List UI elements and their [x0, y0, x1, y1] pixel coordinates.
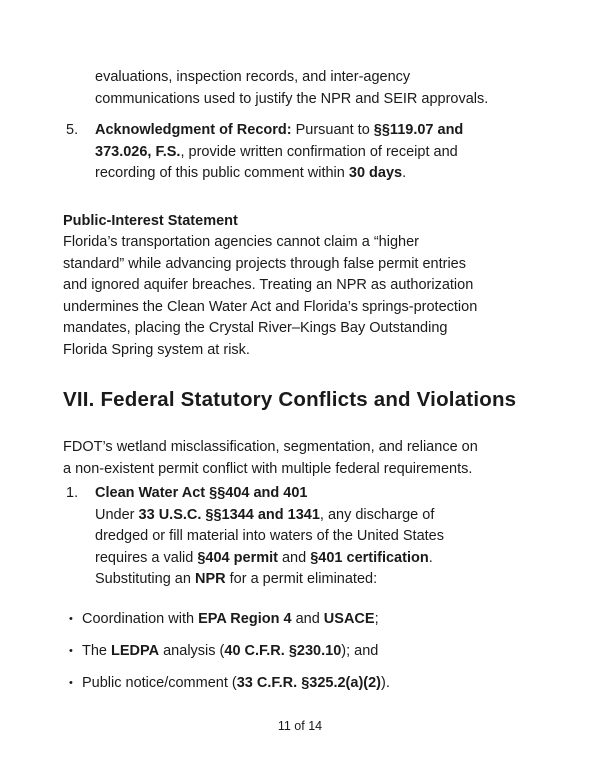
text: mandates, placing the Crystal River–Kings Bay Outstanding — [63, 320, 448, 336]
text: and — [277, 549, 311, 566]
text: ). — [381, 674, 390, 691]
bold-text: 40 C.F.R. §230.10 — [224, 642, 342, 659]
text-line — [63, 275, 600, 297]
text-line — [63, 297, 600, 319]
bold-text: §401 certification — [310, 549, 429, 566]
text: ; — [374, 610, 379, 627]
text: communications used to justify the NPR and SEIR approvals. — [95, 90, 489, 107]
list-item-1-clean-water-act — [66, 483, 600, 591]
text-line — [95, 548, 444, 570]
text-line — [82, 673, 390, 695]
bullet-icon: • — [69, 644, 73, 657]
text: and — [291, 610, 324, 627]
list-item-body — [95, 120, 463, 185]
text-line — [95, 526, 444, 548]
text-line — [95, 120, 463, 142]
text-line — [63, 437, 600, 459]
bullet-item — [69, 641, 600, 663]
text-line — [95, 569, 444, 591]
bold-text: 33 C.F.R. §325.2(a)(2) — [236, 674, 381, 691]
text: Substituting an — [95, 571, 195, 587]
text: ); and — [341, 642, 379, 659]
heading-line — [63, 385, 600, 414]
text: Florida’s transportation agencies cannot claim a “higher — [63, 234, 419, 250]
text-line — [63, 211, 600, 233]
text-line — [95, 67, 600, 89]
bullet-icon: • — [69, 612, 73, 625]
text: undermines the Clean Water Act and Florida’s springs-protection — [63, 298, 478, 315]
text-line — [63, 459, 600, 481]
bold-text: USACE — [323, 610, 375, 627]
bold-text: NPR — [194, 571, 226, 587]
text: standard” while advancing projects through false permit entries — [63, 255, 466, 272]
text-line — [95, 163, 463, 185]
text: dredged or fill material into waters of the United States — [95, 528, 444, 544]
bold-text: 33 U.S.C. §§1344 and 1341 — [138, 506, 320, 523]
list-item-4-continuation — [95, 67, 600, 110]
text: and ignored aquifer breaches. Treating an NPR as authorization — [63, 277, 474, 293]
text-line — [63, 318, 600, 340]
text: for a permit eliminated: — [225, 571, 378, 587]
text-line — [82, 641, 378, 663]
bold-text: 30 days — [348, 165, 403, 181]
text: recording of this public comment within — [95, 165, 349, 181]
bold-text: 373.026, F.S. — [95, 143, 181, 160]
text: Coordination with — [82, 610, 199, 627]
list-item-body — [95, 483, 444, 591]
text-line — [95, 142, 463, 164]
eliminated-requirements-list — [0, 609, 600, 695]
list-number: 5. — [66, 122, 79, 138]
bold-text: EPA Region 4 — [198, 610, 292, 627]
text: analysis ( — [159, 642, 225, 659]
list-item-5 — [66, 120, 600, 185]
text: . — [402, 165, 407, 181]
text: a non-existent permit conflict with multiple federal requirements. — [63, 460, 473, 477]
bullet-icon: • — [69, 676, 73, 689]
bold-text: VII. Federal Statutory Conflicts and Violations — [63, 388, 517, 411]
text: , provide written confirmation of receipt and — [180, 143, 458, 160]
text: Under — [95, 506, 139, 523]
text-line — [63, 232, 600, 254]
bold-text: Clean Water Act §§404 and 401 — [95, 485, 308, 501]
text-line — [63, 254, 600, 276]
text: Public notice/comment ( — [82, 674, 237, 691]
list-number: 1. — [66, 485, 79, 501]
text-line — [95, 505, 444, 527]
page-number: 11 of 14 — [277, 719, 323, 733]
text-line — [95, 483, 444, 505]
bullet-item — [69, 673, 600, 695]
bullet-item — [69, 609, 600, 631]
text-line — [95, 89, 600, 111]
text: FDOT’s wetland misclassification, segmentation, and reliance on — [63, 439, 478, 455]
bold-text: §404 permit — [197, 549, 278, 566]
text: , any discharge of — [319, 506, 435, 523]
bold-text: LEDPA — [111, 642, 160, 659]
text: requires a valid — [95, 549, 198, 566]
text-line — [82, 609, 379, 631]
bold-text: Public-Interest Statement — [63, 212, 238, 229]
text: Pursuant to — [291, 122, 374, 138]
text: . — [428, 549, 433, 566]
text: evaluations, inspection records, and inter-agency — [95, 69, 411, 85]
section-intro-paragraph — [63, 437, 600, 480]
text: The — [82, 642, 112, 659]
text-line — [63, 340, 600, 362]
bold-text: §§119.07 and — [373, 122, 464, 138]
bold-text: Acknowledgment of Record: — [95, 122, 292, 138]
section-heading-vii — [63, 385, 600, 414]
public-interest-statement — [63, 211, 600, 362]
text: Florida Spring system at risk. — [63, 341, 250, 358]
